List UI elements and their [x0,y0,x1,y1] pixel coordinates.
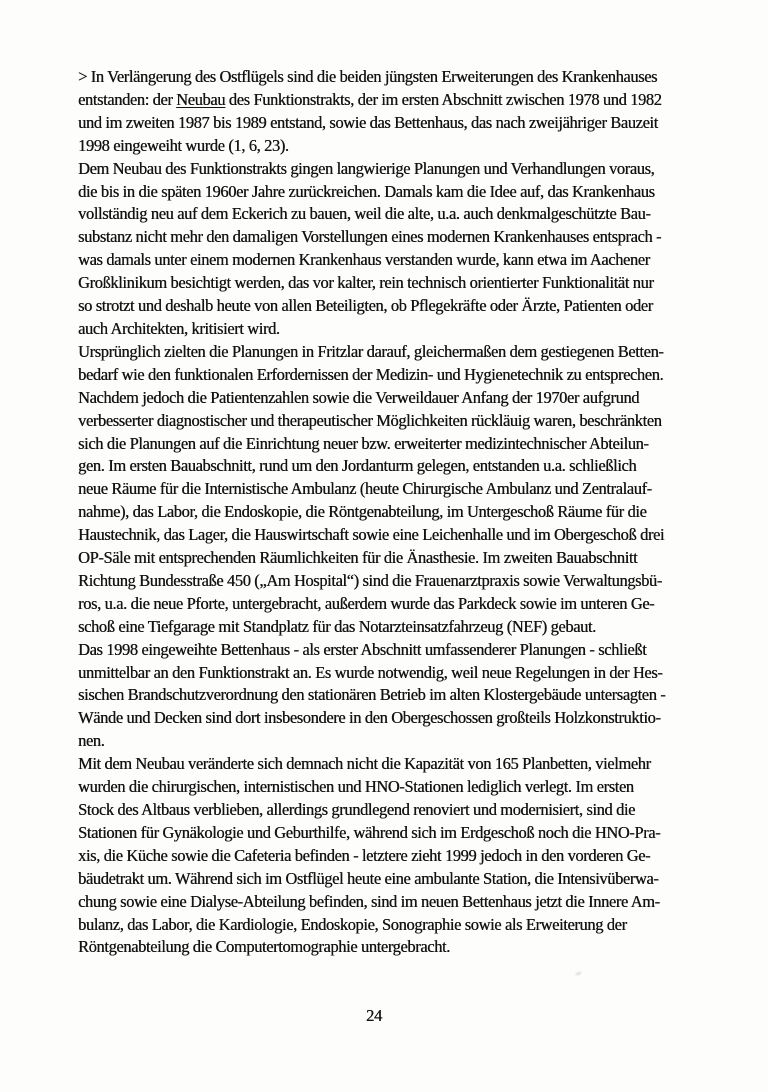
text-line: bulanz, das Labor, die Kardiologie, Endoskopie, Sonographie sowie als Erweiterung der [78,914,627,934]
paragraph [78,753,684,959]
text-line: Wände und Decken sind dort insbesondere in den Obergeschossen großteils Holzkonstruktio- [78,708,661,728]
text-line: > In Verlängerung des Ostflügels sind die beiden jüngsten Erweiterungen des Krankenhauses [78,67,658,86]
paragraph [78,341,684,639]
text-line: vollständig neu auf dem Eckerich zu bauen, weil die alte, u.a. auch denkmalgeschützte Bau- [78,204,651,224]
text-line: unmittelbar an den Funktionstrakt an. Es wurde notwendig, weil neue Regelungen in der Hes- [78,662,663,682]
text-line: und im zweiten 1987 bis 1989 entstand, sowie das Bettenhaus, das nach zweijähriger Bauzeit [78,112,658,132]
text-line: substanz nicht mehr den damaligen Vorstellungen eines modernen Krankenhauses entsprach - [78,227,662,247]
text-line: chung sowie eine Dialyse-Abteilung befinden, sind im neuen Bettenhaus jetzt die Innere Am- [78,891,660,911]
text-line: schoß eine Tiefgarage mit Standplatz für das Notarzteinsatzfahrzeug (NEF) gebaut. [78,616,596,636]
text-line: was damals unter einem modernen Krankenhaus verstanden wurde, kann etwa im Aachener [78,250,650,270]
text-line: Nachdem jedoch die Patientenzahlen sowie die Verweildauer Anfang der 1970er aufgrund [78,387,640,407]
text-line: gen. Im ersten Bauabschnitt, rund um den Jordanturm gelegen, entstanden u.a. schließlich [78,456,637,476]
text-line: so strotzt und deshalb heute von allen Beteiligten, ob Pflegekräfte oder Ärzte, Patienten oder [78,296,653,316]
text-line: neue Räume für die Internistische Ambulanz (heute Chirurgische Ambulanz und Zentralauf- [78,479,652,499]
paragraph [78,66,684,158]
text-line: Dem Neubau des Funktionstrakts gingen langwierige Planungen und Verhandlungen voraus, [78,158,655,178]
text-line: auch Architekten, kritisiert wird. [78,318,280,338]
text-line: Großklinikum besichtigt werden, das vor kalter, rein technisch orientierter Funktionalität nur [78,273,654,293]
text-line: sich die Planungen auf die Einrichtung neuer bzw. erweiterter medizintechnischer Abteilun- [78,433,649,453]
text-line: Stationen für Gynäkologie und Geburthilfe, während sich im Erdgeschoß noch die HNO-Pra- [78,822,661,842]
text-line: Mit dem Neubau veränderte sich demnach nicht die Kapazität von 165 Planbetten, vielmehr [78,754,651,774]
underlined-word: Neubau [176,89,226,109]
paragraph [78,158,684,341]
text-line: Ursprünglich zielten die Planungen in Fritzlar darauf, gleichermaßen dem gestiegenen Betten- [78,341,664,361]
text-line: Stock des Altbaus verblieben, allerdings grundlegend renoviert und modernisiert, sind die [78,800,635,819]
text-line: OP-Säle mit entsprechenden Räumlichkeiten für die Änasthesie. Im zweiten Bauabschnitt [78,548,638,568]
text-line: entstanden: der Neubau des Funktionstrakts, der im ersten Abschnitt zwischen 1978 und 1982 [78,89,662,109]
page-number: 24 [366,1006,382,1025]
text-line: xis, die Küche sowie die Cafeteria befinden - letztere zieht 1999 jedoch in den vorderen Ge- [78,845,651,865]
text-line: nahme), das Labor, die Endoskopie, die Röntgenabteilung, im Untergeschoß Räume für die [78,502,647,522]
text-line: 1998 eingeweiht wurde (1, 6, 23). [78,135,289,155]
body-text [78,66,684,959]
text-line: bedarf wie den funktionalen Erfordernissen der Medizin- und Hygienetechnik zu entsprechen. [78,364,664,384]
text-line: wurden die chirurgischen, internistischen und HNO-Stationen lediglich verlegt. Im ersten [78,777,634,797]
text-line: bäudetrakt um. Während sich im Ostflügel heute eine ambulante Station, die Intensivüberwa- [78,868,659,888]
text-line: verbesserter diagnostischer und therapeutischer Möglichkeiten rückläuig waren, beschränkten [78,410,662,430]
text-line: Röntgenabteilung die Computertomographie untergebracht. [78,937,450,957]
scan-artifact [573,969,583,977]
text-line: die bis in die späten 1960er Jahre zurückreichen. Damals kam die Idee auf, das Krankenhaus [78,181,655,201]
text-line: sischen Brandschutzverordnung den stationären Betrieb im alten Klostergebäude untersagten - [78,685,666,705]
text-line: ros, u.a. die neue Pforte, untergebracht, außerdem wurde das Parkdeck sowie im unteren Ge- [78,593,655,613]
text-line: nen. [78,731,105,751]
text-line: Richtung Bundesstraße 450 („Am Hospital“) sind die Frauenarztpraxis sowie Verwaltungsbü- [78,570,662,590]
text-line: Haustechnik, das Lager, die Hauswirtschaft sowie eine Leichenhalle und im Obergeschoß drei [78,525,665,545]
paragraph [78,639,684,754]
text-line: Das 1998 eingeweihte Bettenhaus - als erster Abschnitt umfassenderer Planungen - schließt [78,639,647,659]
